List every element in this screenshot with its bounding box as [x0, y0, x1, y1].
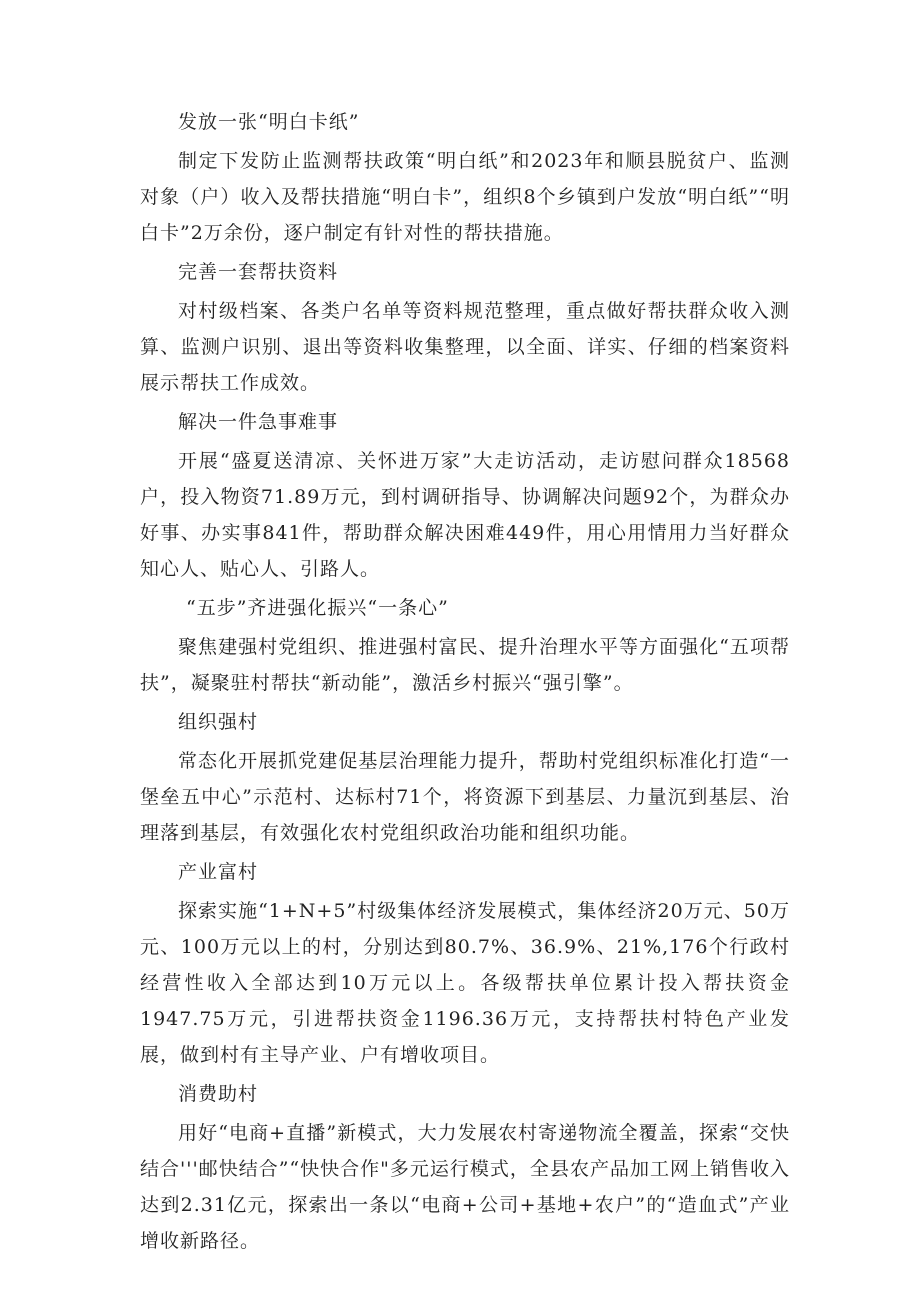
- section-xiaofei-zhucun: [140, 1082, 790, 1259]
- section-heading: 解决一件急事难事: [178, 411, 339, 433]
- section-zuzhi-qiangcun: [140, 710, 790, 851]
- section-paragraph: 聚焦建强村党组织、推进强村富民、提升治理水平等方面强化“五项帮扶”，凝聚驻村帮扶“新动能”，激活乡村振兴“强引擎”。: [140, 636, 790, 694]
- section-heading: 完善一套帮扶资料: [178, 261, 339, 283]
- section-mingbaika: [140, 110, 790, 251]
- document-page: [140, 110, 790, 1268]
- section-chanye-fucun: [140, 860, 790, 1073]
- section-paragraph: 探索实施“1+N+5”村级集体经济发展模式，集体经济20万元、50万元、100万元以上的村，分别达到80.7%、36.9%、21%,176个行政村经营性收入全部达到10万元以上。各级帮扶单位累计投入帮扶资金1947.75万元，引进帮扶资金1196.36万元，支持帮扶村特色产业发展，做到村有主导产业、户有增收项目。: [140, 900, 790, 1066]
- section-bangfu-ziliao: [140, 260, 790, 401]
- section-heading: “五步”齐进强化振兴“一条心”: [186, 597, 449, 619]
- section-jishi-nanshi: [140, 410, 790, 587]
- section-heading: 消费助村: [178, 1083, 259, 1105]
- section-paragraph: 常态化开展抓党建促基层治理能力提升，帮助村党组织标准化打造“一堡垒五中心”示范村、达标村71个，将资源下到基层、力量沉到基层、治理落到基层，有效强化农村党组织政治功能和组织功能。: [140, 750, 790, 844]
- section-heading: 产业富村: [178, 861, 259, 883]
- section-paragraph: 对村级档案、各类户名单等资料规范整理，重点做好帮扶群众收入测算、监测户识别、退出等资料收集整理，以全面、详实、仔细的档案资料展示帮扶工作成效。: [140, 300, 790, 394]
- section-paragraph: 制定下发防止监测帮扶政策“明白纸”和2023年和顺县脱贫户、监测对象（户）收入及帮扶措施“明白卡”，组织8个乡镇到户发放“明白纸”“明白卡”2万余份，逐户制定有针对性的帮扶措施。: [140, 150, 790, 244]
- section-wubu-qijin: [140, 596, 790, 701]
- section-heading: 组织强村: [178, 711, 259, 733]
- section-paragraph: 开展“盛夏送清凉、关怀进万家”大走访活动，走访慰问群众18568户，投入物资71.89万元，到村调研指导、协调解决问题92个，为群众办好事、办实事841件，帮助群众解决困难449件，用心用情用力当好群众知心人、贴心人、引路人。: [140, 450, 790, 580]
- section-heading: 发放一张“明白卡纸”: [178, 111, 360, 133]
- section-paragraph: 用好“电商+直播”新模式，大力发展农村寄递物流全覆盖，探索“交快结合'''邮快结合”“快快合作"多元运行模式，全县农产品加工网上销售收入达到2.31亿元，探索出一条以“电商+公司+基地+农户”的“造血式”产业增收新路径。: [140, 1122, 790, 1252]
